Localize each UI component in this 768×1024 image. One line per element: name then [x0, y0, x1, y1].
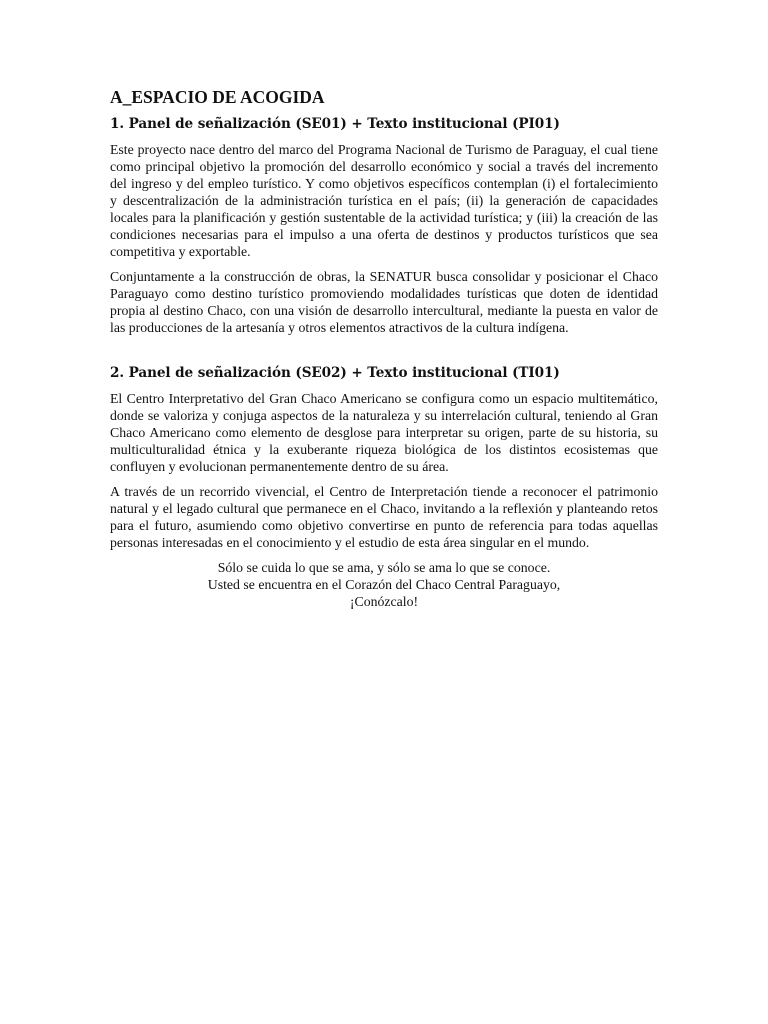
section-2 — [110, 364, 658, 610]
section-spacer — [110, 344, 658, 364]
section-2-heading: 2. Panel de señalización (SE02) + Texto institucional (TI01) — [110, 365, 560, 381]
document-title: A_ESPACIO DE ACOGIDA — [110, 87, 325, 107]
document-page — [110, 86, 658, 610]
section-2-paragraph-2: A través de un recorrido vivencial, el Centro de Interpretación tiende a reconocer el patrimonio natural y el legado cultural que permanece en el Chaco, invitando a la reflexión y planteando retos para el futuro, asumiendo como objetivo convertirse en punto de referencia para todas aquellas personas interesadas en el conocimiento y el estudio de esta área singular en el mundo. — [110, 484, 658, 550]
closing-line-2: Usted se encuentra en el Corazón del Chaco Central Paraguayo, — [207, 577, 561, 592]
closing-line-1: Sólo se cuida lo que se ama, y sólo se ama lo que se conoce. — [217, 560, 551, 575]
section-1-paragraph-1: Este proyecto nace dentro del marco del Programa Nacional de Turismo de Paraguay, el cual tiene como principal objetivo la promoción del desarrollo económico y social a través del incremento del ingreso y del empleo turístico. Y como objetivos específicos contemplan (i) el fortalecimiento y descentralización de la administración turística en el país; (ii) la generación de capacidades locales para la planificación y gestión sustentable de la actividad turística; y (iii) la creación de las condiciones necesarias para el impulso a una oferta de destinos y productos turísticos que sea competitiva y exportable. — [110, 142, 658, 259]
section-2-paragraph-1: El Centro Interpretativo del Gran Chaco Americano se configura como un espacio multitemático, donde se valoriza y conjuga aspectos de la naturaleza y su interrelación cultural, teniendo al Gran Chaco Americano como elemento de desglose para interpretar su origen, parte de su historia, su multiculturalidad étnica y la exuberante riqueza biológica de los distintos ecosistemas que confluyen y evolucionan permanentemente dentro de su área. — [110, 391, 658, 474]
closing-quote — [110, 559, 658, 610]
closing-line-3: ¡Conózcalo! — [349, 594, 419, 609]
section-1-paragraph-2: Conjuntamente a la construcción de obras, la SENATUR busca consolidar y posicionar el Chaco Paraguayo como destino turístico promoviendo modalidades turísticas que doten de identidad propia al destino Chaco, con una visión de desarrollo intercultural, mediante la puesta en valor de las producciones de la artesanía y otros elementos atractivos de la cultura indígena. — [110, 269, 658, 335]
section-1-heading: 1. Panel de señalización (SE01) + Texto institucional (PI01) — [110, 116, 560, 132]
section-1 — [110, 115, 658, 336]
